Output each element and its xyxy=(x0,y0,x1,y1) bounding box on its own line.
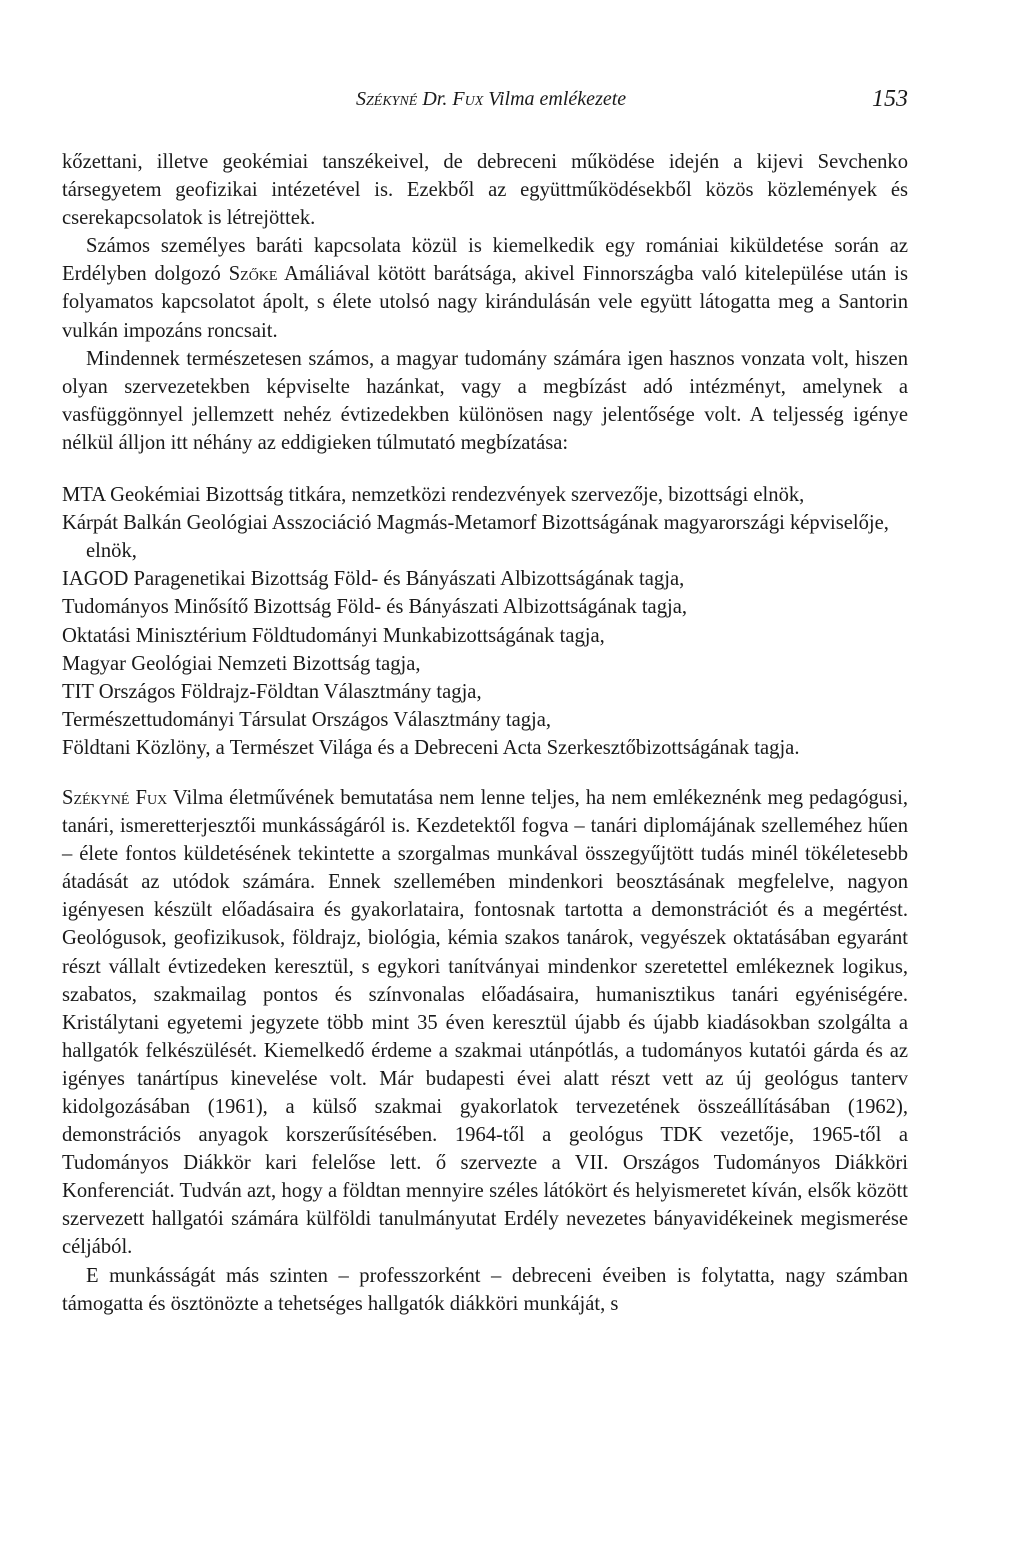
list-item: IAGOD Paragenetikai Bizottság Föld- és Bányászati Albizottságának tagja, xyxy=(62,568,685,591)
title-rest: Vilma emlékezete xyxy=(488,88,627,110)
list-item: MTA Geokémiai Bizottság titkára, nemzetközi rendezvények szervezője, bizottsági elnök, xyxy=(62,484,805,507)
paragraph: kőzettani, illetve geokémiai tanszékeivel, de debreceni működése idején a kijevi Sevchenko társegyetem geofizikai intézetével is. Ezekből az együttműködésekből közös közlemények és cserekapcsolatok is létrejöttek. xyxy=(62,151,908,230)
list-item: Kárpát Balkán Geológiai Asszociáció Magmás-Metamorf Bizottságának magyarországi képviselője, elnök, xyxy=(62,512,889,563)
person-name: Szőke xyxy=(228,263,278,286)
author-surname: Fux xyxy=(452,88,484,110)
author-title: Dr. xyxy=(422,88,448,110)
person-name: Székyné xyxy=(62,786,130,809)
positions-list xyxy=(62,481,908,762)
paragraph: E munkásságát más szinten – professzorként – debreceni éveiben is folytatta, nagy számban támogatta és ösztönözte a tehetséges hallgatók diákköri munkáját, s xyxy=(62,1264,908,1315)
text-segment: Vilma életművének bemutatása nem lenne teljes, ha nem emlékeznénk meg pedagógusi, tanári, ismeretterjesztői munkásságáról is. Kezdetektől fogva – tanári diplomájának szelleméhez hűen – élete fontos küldetésének tekintette a szorgalmas munkával összegyűjtött tudás minél tökéletesebb átadását az utódok számára. Ennek szellemében mindenkori beosztásának megfelelve, nagyon igényesen készült előadásaira és gyakorlataira, fontosnak tartotta a demonstrációt és a megértést. Geológusok, geofizikusok, földrajz, biológia, kémia szakos tanárok, vegyészek oktatásában egyaránt részt vállalt évtizedeken keresztül, s egykori tanítványai mindenkor szeretettel emlékeznek logikus, szabatos, szakmailag pontos és színvonalas előadásaira, humanisztikus tanári egyéniségére. Kristálytani egyetemi jegyzete több mint 35 éven keresztül újabb és újabb kiadásokban szolgálta a hallgatók felkészülését. Kiemelkedő érdeme a szakmai utánpótlás, a tudományos kutatói gárda és az igényes tanártípus kinevelése volt. Már budapesti évei alatt részt vett az új geológus tanterv kidolgozásában (1961), a külső szakmai gyakorlatok tervezetének összeállításában (1962), demonstrációs anyagok korszerűsítésében. 1964-től a geológus TDK vezetője, 1965-től a Tudományos Diákkör kari felelőse lett. ő szervezte a VII. Országos Tudományos Diákköri Konferenciát. Tudván azt, hogy a földtan mennyire széles látókört és helyismeretet kíván, elsők között szervezett hallgatói számára külföldi tanulmányutat Erdély nevezetes bányavidékeinek megismerése céljából. xyxy=(62,786,908,1259)
text-segment: Amáliával kötött barátsága, akivel Finnországba való kitelepülése után is folyamatos kapcsolatot ápolt, s élete utolsó nagy kirándulásán vele együtt látogatta meg a Santorin vulkán impozáns roncsait. xyxy=(62,263,908,342)
person-name: Fux xyxy=(135,786,168,809)
author-prefix: Székyné xyxy=(356,88,418,110)
list-item: Oktatási Minisztérium Földtudományi Munkabizottságának tagja, xyxy=(62,624,605,647)
paragraph xyxy=(62,784,908,1262)
text-segment: Számos személyes baráti kapcsolata közül is kiemelkedik egy romániai kiküldetése során az Erdélyben dolgozó xyxy=(62,235,908,286)
paragraph xyxy=(62,232,908,344)
list-item: TIT Országos Földrajz-Földtan Választmány tagja, xyxy=(62,680,482,703)
list-item: Tudományos Minősítő Bizottság Föld- és Bányászati Albizottságának tagja, xyxy=(62,596,688,619)
list-item: Földtani Közlöny, a Természet Világa és a Debreceni Acta Szerkesztőbizottságának tagja. xyxy=(62,736,800,759)
page-number: 153 xyxy=(872,86,908,112)
body-text xyxy=(62,148,908,1318)
list-item: Magyar Geológiai Nemzeti Bizottság tagja, xyxy=(62,652,421,675)
running-header xyxy=(62,88,908,118)
paragraph: Mindennek természetesen számos, a magyar tudomány számára igen hasznos vonzata volt, hiszen olyan szervezetekben képviselte hazánkat, vagy a megbízást adó intézményt, amelynek a vasfüggönnyel jellemzett nehéz évtizedekben különösen nagy jelentősége volt. A teljesség igénye nélkül álljon itt néhány az eddigieken túlmutató megbízatása: xyxy=(62,347,908,454)
list-item: Természettudományi Társulat Országos Választmány tagja, xyxy=(62,708,552,731)
running-title xyxy=(356,88,626,111)
